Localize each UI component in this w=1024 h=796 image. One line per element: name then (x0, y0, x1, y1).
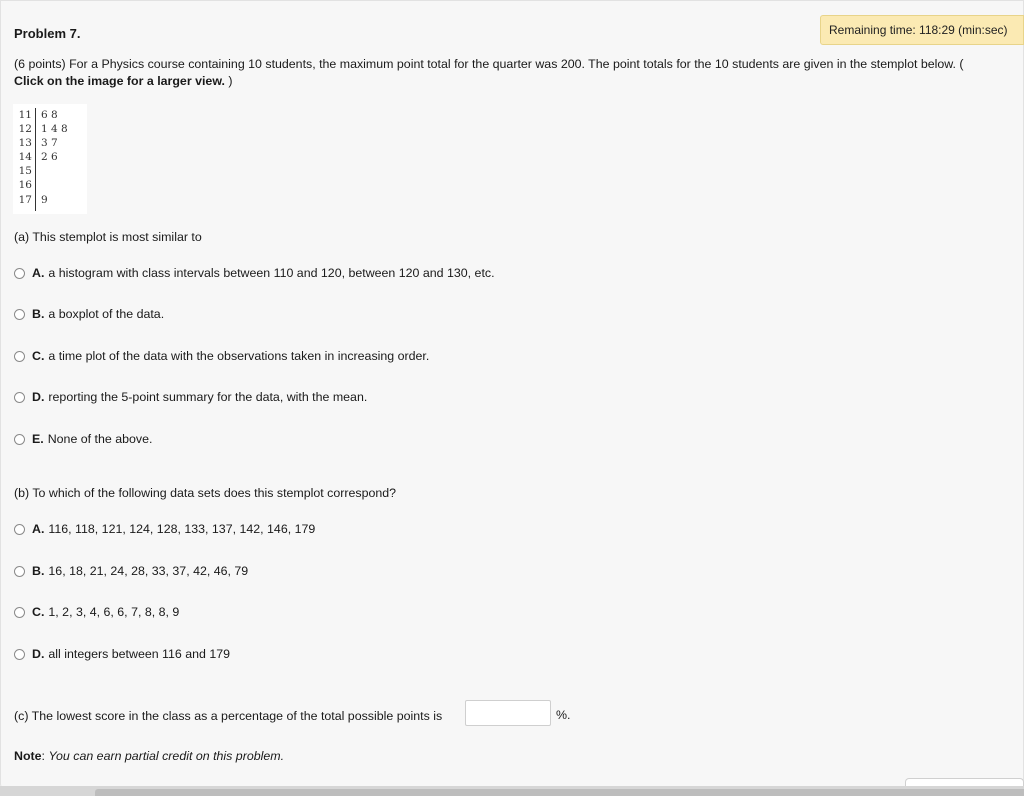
bottom-tab[interactable] (905, 778, 1024, 786)
note (14, 749, 284, 763)
option-letter: C. (32, 605, 45, 619)
part-a-option-b[interactable] (14, 306, 164, 322)
leaves: 3 7 (41, 137, 58, 149)
radio-button[interactable] (14, 649, 25, 660)
stem: 12 (18, 123, 32, 135)
remaining-time-badge (820, 15, 1024, 45)
option-text: 1, 2, 3, 4, 6, 6, 7, 8, 8, 9 (48, 605, 180, 619)
part-a-option-d[interactable] (14, 389, 367, 405)
radio-button[interactable] (14, 434, 25, 445)
option-letter: B. (32, 564, 45, 578)
leaves: 9 (41, 194, 48, 206)
option-text: reporting the 5-point summary for the data, with the mean. (48, 390, 368, 404)
part-b-option-d[interactable] (14, 646, 230, 662)
part-a-question: (a) This stemplot is most similar to (14, 230, 202, 244)
part-b-option-a[interactable] (14, 521, 315, 537)
option-letter: A. (32, 522, 45, 536)
problem-title: Problem 7. (14, 26, 81, 41)
option-text: a boxplot of the data. (48, 307, 165, 321)
option-letter: D. (32, 390, 45, 404)
radio-button[interactable] (14, 268, 25, 279)
option-text: a time plot of the data with the observations taken in increasing order. (48, 349, 430, 363)
stem: 16 (18, 179, 32, 191)
stem: 11 (18, 109, 32, 121)
stemplot-divider (35, 108, 36, 211)
stemplot-image[interactable] (13, 104, 87, 214)
percent-unit: %. (556, 708, 571, 722)
note-colon: : (41, 749, 45, 763)
option-text: 116, 118, 121, 124, 128, 133, 137, 142, 146, 179 (48, 522, 316, 536)
option-letter: B. (32, 307, 45, 321)
leaves: 1 4 8 (41, 123, 68, 135)
radio-button[interactable] (14, 309, 25, 320)
problem-intro (14, 56, 1014, 90)
part-b-option-c[interactable] (14, 604, 179, 620)
leaves: 6 8 (41, 109, 58, 121)
part-c-question: (c) The lowest score in the class as a percentage of the total possible points is (14, 709, 443, 723)
intro-text: (6 points) For a Physics course containing 10 students, the maximum point total for the quarter was 200. The point totals for the 10 students are given in the stemplot below. ( (14, 57, 964, 71)
radio-button[interactable] (14, 524, 25, 535)
part-a-option-c[interactable] (14, 348, 429, 364)
horizontal-scrollbar[interactable] (95, 789, 1024, 796)
part-c-answer-input[interactable] (465, 700, 551, 726)
option-letter: A. (32, 266, 45, 280)
option-letter: D. (32, 647, 45, 661)
radio-button[interactable] (14, 351, 25, 362)
option-text: all integers between 116 and 179 (48, 647, 231, 661)
radio-button[interactable] (14, 566, 25, 577)
remaining-time-text: Remaining time: 118:29 (min:sec) (829, 23, 1008, 37)
part-b-option-b[interactable] (14, 563, 248, 579)
option-letter: C. (32, 349, 45, 363)
radio-button[interactable] (14, 607, 25, 618)
option-text: 16, 18, 21, 24, 28, 33, 37, 42, 46, 79 (48, 564, 249, 578)
stem: 14 (18, 151, 32, 163)
option-letter: E. (32, 432, 44, 446)
larger-view-link[interactable]: Click on the image for a larger view. (14, 74, 225, 88)
stem: 15 (18, 165, 32, 177)
part-b-question: (b) To which of the following data sets does this stemplot correspond? (14, 486, 397, 500)
intro-close: ) (224, 74, 233, 88)
radio-button[interactable] (14, 392, 25, 403)
leaves: 2 6 (41, 151, 58, 163)
option-text: a histogram with class intervals between 110 and 120, between 120 and 130, etc. (48, 266, 495, 280)
part-a-option-a[interactable] (14, 265, 495, 281)
stem: 17 (18, 194, 32, 206)
bottom-scroll-area (0, 786, 1024, 796)
option-text: None of the above. (47, 432, 153, 446)
stem: 13 (18, 137, 32, 149)
part-a-option-e[interactable] (14, 431, 152, 447)
note-label: Note (14, 749, 42, 763)
note-text: You can earn partial credit on this problem. (48, 749, 285, 763)
